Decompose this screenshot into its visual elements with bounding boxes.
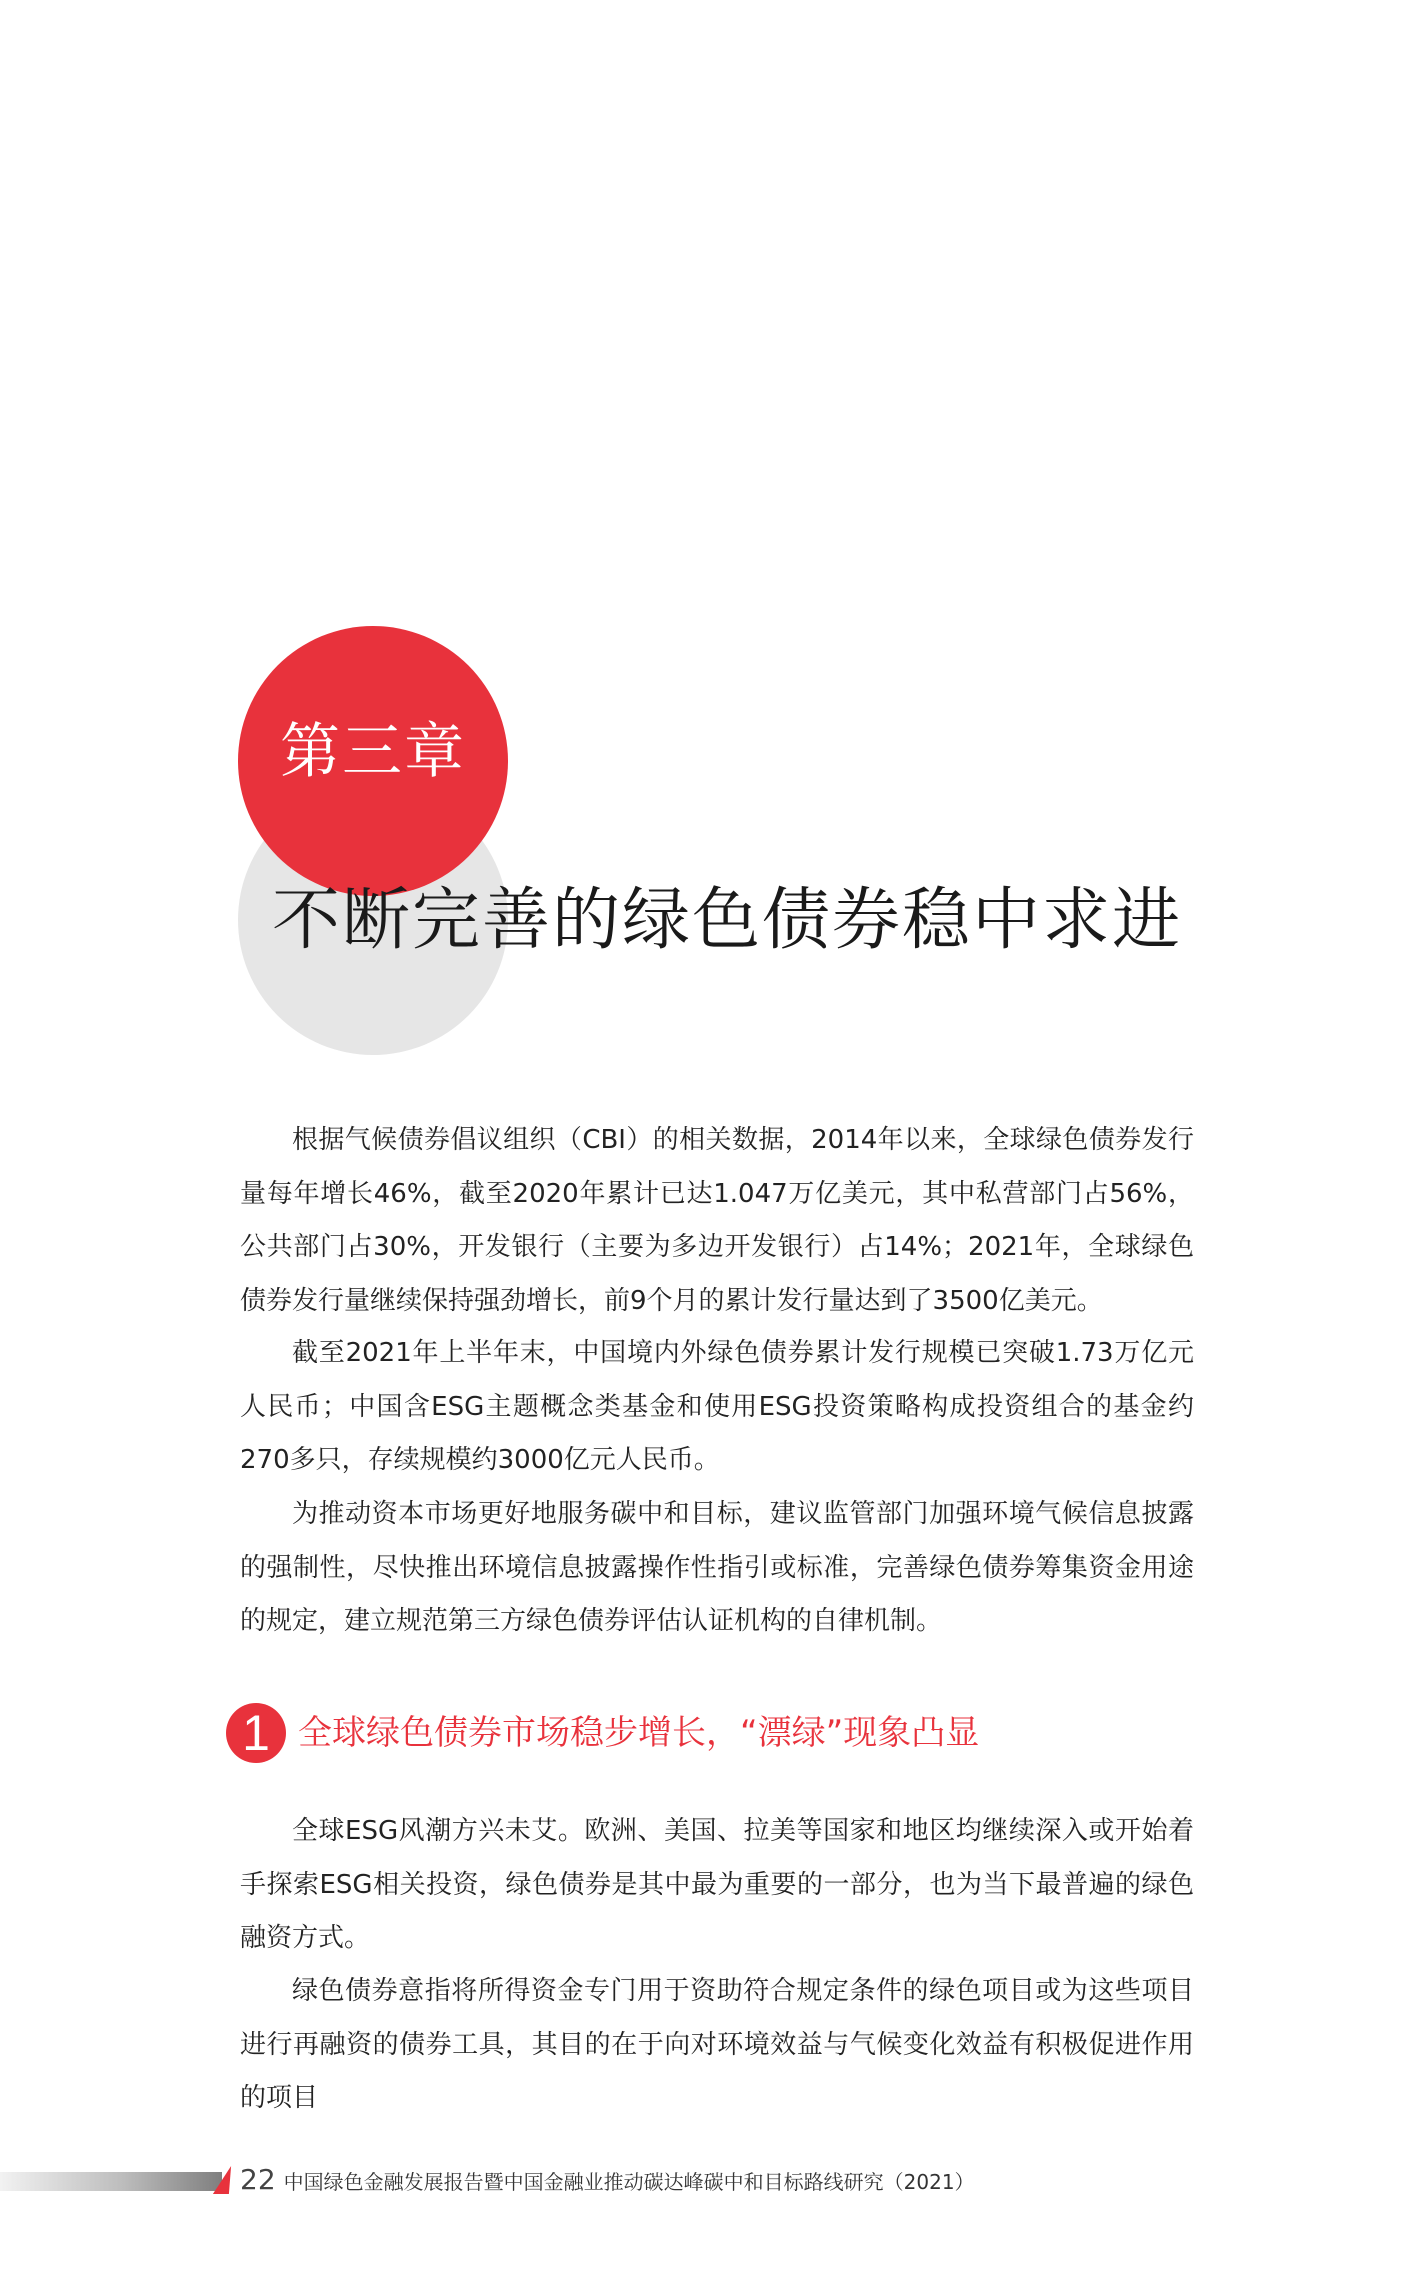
chapter-title: 不断完善的绿色债券稳中求进 xyxy=(272,881,1183,960)
footer-gradient-bar xyxy=(0,2172,222,2191)
section-title: 全球绿色债券市场稳步增长，“漂绿”现象凸显 xyxy=(298,1713,980,1753)
intro-paragraph-3: 为推动资本市场更好地服务碳中和目标，建议监管部门加强环境气候信息披露的强制性，尽快推出环境信息披露操作性指引或标准，完善绿色债券筹集资金用途的规定，建立规范第三方绿色债券评估认证机构的自律机制。 xyxy=(240,1499,1194,1636)
section-number-badge: 1 xyxy=(226,1703,286,1763)
page-number: 22 xyxy=(240,2163,276,2196)
section-paragraph-2: 绿色债券意指将所得资金专门用于资助符合规定条件的绿色项目或为这些项目进行再融资的债券工具，其目的在于向对环境效益与气候变化效益有积极促进作用的项目 xyxy=(240,1976,1194,2113)
section-heading xyxy=(226,1702,979,1764)
footer-red-slash xyxy=(213,2166,239,2194)
intro-paragraph-2: 截至2021年上半年末，中国境内外绿色债券累计发行规模已突破1.73万亿元人民币；中国含ESG主题概念类基金和使用ESG投资策略构成投资组合的基金约270多只，存续规模约3000亿元人民币。 xyxy=(240,1338,1194,1475)
intro-paragraph-1: 根据气候债券倡议组织（CBI）的相关数据，2014年以来，全球绿色债券发行量每年增长46%，截至2020年累计已达1.047万亿美元，其中私营部门占56%，公共部门占30%，开发银行（主要为多边开发银行）占14%；2021年，全球绿色债券发行量继续保持强劲增长，前9个月的累计发行量达到了3500亿美元。 xyxy=(240,1125,1194,1316)
section-paragraph-1: 全球ESG风潮方兴未艾。欧洲、美国、拉美等国家和地区均继续深入或开始着手探索ESG相关投资，绿色债券是其中最为重要的一部分，也为当下最普遍的绿色融资方式。 xyxy=(240,1816,1194,1953)
chapter-label: 第三章 xyxy=(280,717,466,787)
footer-report-title: 中国绿色金融发展报告暨中国金融业推动碳达峰碳中和目标路线研究（2021） xyxy=(283,2170,975,2194)
footer xyxy=(240,2162,975,2200)
